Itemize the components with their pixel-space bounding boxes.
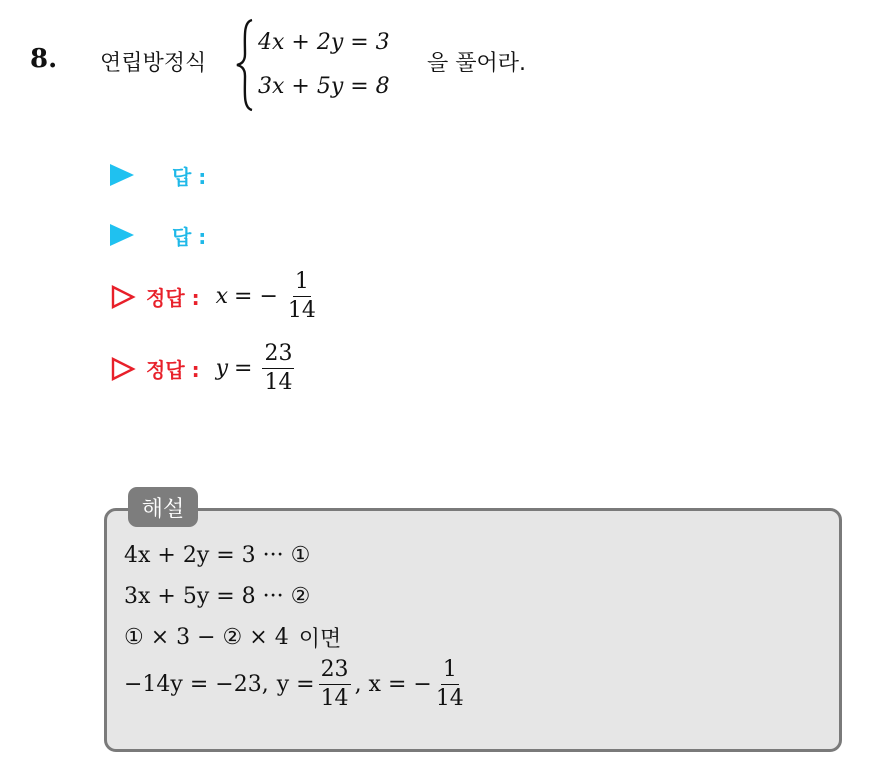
numerator: 23 (319, 658, 351, 685)
correct-math-y (216, 342, 299, 395)
play-triangle-icon (110, 224, 134, 246)
solution-line-1: 4x + 2y = 3 ··· ① (124, 543, 311, 568)
outline-triangle-icon (110, 284, 136, 310)
correct-math-x (216, 270, 320, 323)
variable: x (215, 284, 229, 310)
correct-label: 정답 : (146, 358, 200, 383)
play-triangle-icon (110, 164, 134, 186)
question-suffix: 을 풀어라. (427, 51, 526, 76)
solution-line-3 (124, 622, 341, 653)
solution-line-4-c: , x = − (354, 672, 432, 698)
sign: = − (234, 284, 278, 310)
solution-line-4-a: −14y = −23, (124, 672, 269, 698)
numerator: 1 (441, 658, 459, 685)
outline-triangle-icon (110, 356, 136, 382)
solution-line-4 (124, 658, 468, 711)
question-prefix: 연립방정식 (100, 51, 207, 76)
solution-tab: 해설 (128, 487, 198, 527)
answer-label: 답 : (172, 164, 207, 189)
question-number: 8. (30, 44, 58, 74)
equation-2: 3x + 5y = 8 (258, 74, 390, 99)
denominator: 14 (264, 370, 293, 396)
answer-label: 답 : (172, 224, 207, 249)
equation-1: 4x + 2y = 3 (258, 30, 390, 55)
solution-line-2: 3x + 5y = 8 ··· ② (124, 584, 311, 609)
numerator: 1 (293, 270, 311, 297)
sign: = (234, 356, 253, 382)
denominator: 14 (320, 686, 349, 712)
answer-row-1 (110, 160, 206, 190)
correct-answer-x (110, 270, 320, 323)
solution-line-3-text: 이면 (298, 627, 342, 652)
fraction (262, 342, 294, 395)
answer-row-2 (110, 220, 206, 250)
fraction (288, 270, 316, 323)
correct-answer-y (110, 342, 298, 395)
system-brace-icon (235, 18, 255, 112)
solution-line-4-b: y = (276, 672, 315, 698)
fraction (436, 658, 464, 711)
variable: y (215, 356, 229, 382)
solution-line-3-math: ① × 3 − ② × 4 (124, 625, 289, 650)
fraction (319, 658, 351, 711)
correct-label: 정답 : (146, 286, 200, 311)
denominator: 14 (435, 686, 464, 712)
denominator: 14 (287, 298, 316, 324)
numerator: 23 (262, 342, 294, 369)
